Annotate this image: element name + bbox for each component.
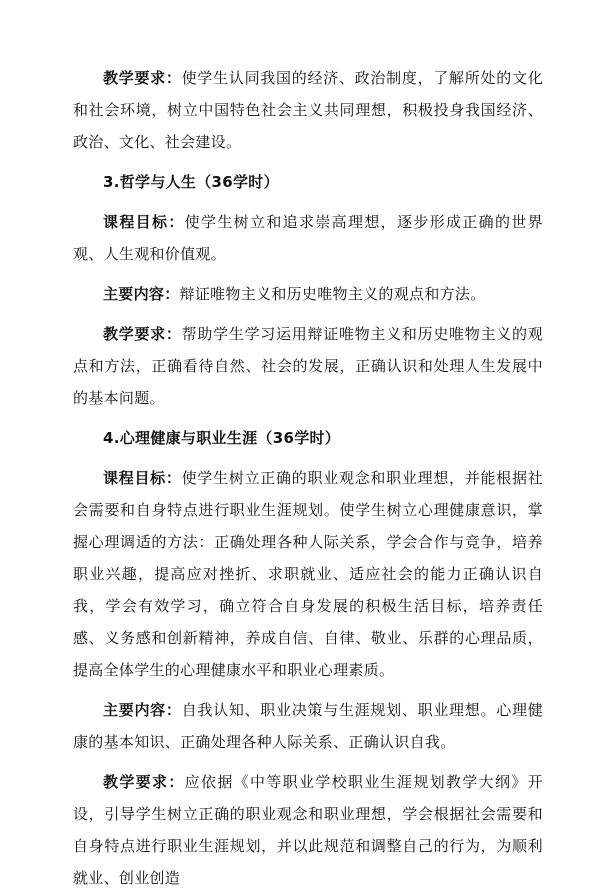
paragraph-teaching-requirements-2 — [73, 318, 543, 414]
paragraph-text: 应依据《中等职业学校职业生涯规划教学大纲》开设，引导学生树立正确的职业观念和职业理想，学会根据社会需要和自身特点进行职业生涯规划，并以此规范和调整自己的行为，为顺利就业、创业创造 — [73, 773, 543, 887]
paragraph-label: 教学要求： — [103, 773, 185, 791]
paragraph-label: 课程目标： — [103, 469, 182, 487]
paragraph-text: 使学生树立正确的职业观念和职业理想，并能根据社会需要和自身特点进行职业生涯规划。使学生树立心理健康意识，掌握心理调适的方法：正确处理各种人际关系，学会合作与竞争，培养职业兴趣，提高应对挫折、求职就业、适应社会的能力正确认识自我，学会有效学习，确立符合自身发展的积极生活目标，培养责任感、义务感和创新精神，养成自信、自律、敬业、乐群的心理品质，提高全体学生的心理健康水平和职业心理素质。 — [73, 469, 543, 679]
paragraph-label: 主要内容： — [103, 701, 182, 719]
paragraph-teaching-requirements-1 — [73, 62, 543, 158]
paragraph-text: 自我认知、职业决策与生涯规划、职业理想。心理健康的基本知识、正确处理各种人际关系、正确认识自我。 — [73, 701, 543, 751]
paragraph-text: 使学生认同我国的经济、政治制度，了解所处的文化和社会环境，树立中国特色社会主义共同理想，积极投身我国经济、政治、文化、社会建设。 — [73, 69, 543, 151]
section-heading-philosophy: 3.哲学与人生（36学时） — [103, 173, 279, 191]
paragraph-label: 教学要求： — [103, 325, 182, 343]
paragraph-main-content-2 — [73, 694, 543, 758]
paragraph-label: 主要内容： — [103, 285, 180, 303]
paragraph-text: 辩证唯物主义和历史唯物主义的观点和方法。 — [179, 285, 486, 303]
paragraph-course-goal-1 — [73, 206, 543, 270]
paragraph-main-content-1 — [73, 278, 543, 310]
paragraph-label: 课程目标： — [103, 213, 185, 231]
paragraph-course-goal-2 — [73, 462, 543, 686]
paragraph-text: 使学生树立和追求崇高理想，逐步形成正确的世界观、人生观和价值观。 — [73, 213, 543, 263]
paragraph-label: 教学要求： — [103, 69, 182, 87]
section-heading-mental-health-career: 4.心理健康与职业生涯（36学时） — [103, 429, 341, 447]
paragraph-text: 帮助学生学习运用辩证唯物主义和历史唯物主义的观点和方法，正确看待自然、社会的发展，正确认识和处理人生发展中的基本问题。 — [73, 325, 543, 407]
paragraph-teaching-requirements-3 — [73, 766, 543, 894]
